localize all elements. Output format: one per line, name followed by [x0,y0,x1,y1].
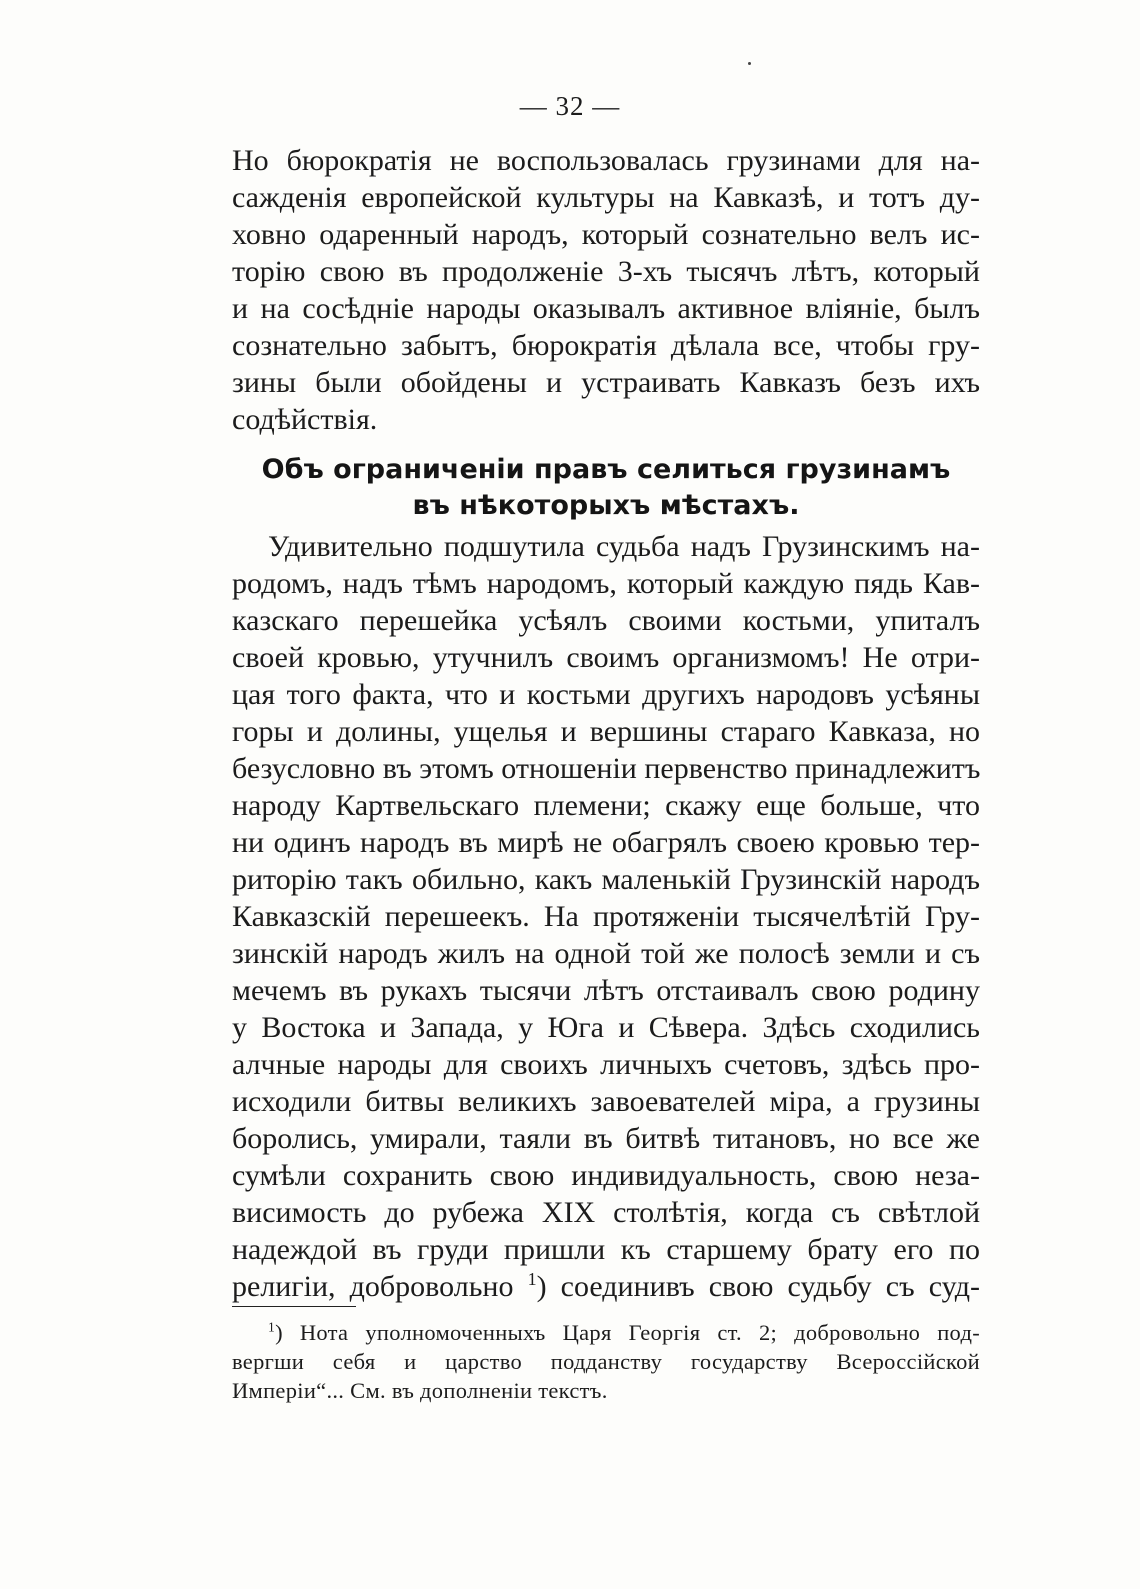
page-number: — 32 — [519,91,621,121]
paragraph-1-line: ховно одаренный народъ, который сознательно велъ ис- [232,218,980,251]
section-heading-line-1: Объ ограниченіи правъ селиться грузинамъ [261,454,951,485]
paragraph-1-line: Но бюрократія не воспользовалась грузинами для на- [232,144,980,177]
footnote-line-2: вергши себя и царство подданству государству Всероссійской [232,1349,980,1374]
paragraph-2 [232,528,980,1305]
footnote [232,1318,980,1405]
footnote-line-3: Имперіи“... См. въ дополненіи текстъ. [232,1378,608,1403]
paragraph-2-line: риторію такъ обильно, какъ маленькій Грузинскій народъ [232,863,980,896]
section-heading-line-2: въ нѣкоторыхъ мѣстахъ. [412,490,800,521]
paragraph-2-line: безусловно въ этомъ отношеніи первенство принадлежитъ [232,752,981,785]
paragraph-2-line: надеждой въ груди пришли къ старшему брату его по [232,1233,980,1266]
footnote-line-1 [232,1318,980,1347]
paragraph-2-line: казскаго перешейка усѣялъ своими костьми, упиталъ [232,604,980,637]
paragraph-2-line: мечемъ въ рукахъ тысячи лѣтъ отстаивалъ свою родину [232,974,980,1007]
paragraph-2-line: алчные народы для своихъ личныхъ счетовъ, здѣсь про- [232,1048,980,1081]
footnote-reference: 1 [527,1269,537,1289]
footnote-divider [232,1306,356,1307]
footnote-line-1-text: ) Нота уполномоченныхъ Царя Георгія ст. 2; добровольно под- [275,1320,980,1345]
paragraph-2-line: исходили битвы великихъ завоевателей міра, а грузины [232,1085,980,1118]
last-line-text-after: ) соединивъ свою судьбу съ суд- [536,1270,980,1303]
paragraph-2-line: своей кровью, утучнилъ своимъ организмомъ! Не отри- [232,641,980,674]
paragraph-2-line: родомъ, надъ тѣмъ народомъ, который каждую пядь Кав- [232,567,980,600]
paragraph-2-line: сумѣли сохранить свою индивидуальность, свою неза- [232,1159,980,1192]
paragraph-2-line: народу Картвельскаго племени; скажу еще больше, что [232,789,980,822]
paragraph-1-line: сознательно забытъ, бюрократія дѣлала все, чтобы гру- [232,329,980,362]
paragraph-2-line: зинскій народъ жилъ на одной той же полосѣ земли и съ [232,937,980,970]
paragraph-2-line: Кавказскій перешеекъ. На протяженіи тысячелѣтій Гру- [232,900,980,933]
paragraph-1-line: торію свою въ продолженіе 3-хъ тысячъ лѣтъ, который [232,255,980,288]
paragraph-2-line: у Востока и Запада, у Юга и Сѣвера. Здѣсь сходились [232,1011,980,1044]
print-speck [748,62,751,65]
section-heading [232,452,980,524]
paragraph-1-line: и на сосѣдніе народы оказывалъ активное вліяніе, былъ [232,292,980,325]
paragraph-1 [232,142,980,438]
paragraph-1-line: зины были обойдены и устраивать Кавказъ безъ ихъ [232,366,980,399]
paragraph-2-last-line [232,1268,980,1305]
paragraph-2-line: висимость до рубежа XIX столѣтія, когда съ свѣтлой [232,1196,980,1229]
last-line-text-before: религіи, добровольно [232,1270,528,1303]
paragraph-2-line: цая того факта, что и костьми другихъ народовъ усѣяны [232,678,980,711]
paragraph-2-line: боролись, умирали, таяли въ битвѣ титановъ, но все же [232,1122,980,1155]
footnote-marker: 1 [268,1319,276,1335]
paragraph-2-line: горы и долины, ущелья и вершины стараго Кавказа, но [232,715,980,748]
paragraph-2-line: ни одинъ народъ въ мирѣ не обагрялъ своею кровью тер- [232,826,980,859]
paragraph-1-line: содѣйствія. [232,403,378,436]
paragraph-1-line: сажденія европейской культуры на Кавказѣ, и тотъ ду- [232,181,980,214]
paragraph-2-line: Удивительно подшутила судьба надъ Грузинскимъ на- [268,530,980,563]
